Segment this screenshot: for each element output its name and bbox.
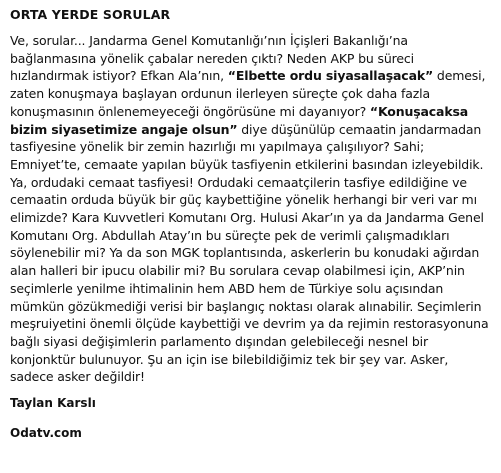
article-title: ORTA YERDE SORULAR (10, 7, 171, 22)
source-name: Odatv.com (10, 426, 82, 441)
body-text-segment: Ve, sorular... Jandarma Genel Komutanlığı’nın İçişleri Bakanlığı’na bağlanmasına yönelik çabalar nereden çıktı? Neden AKP bu süreci hızlandırmak istiyor? Efkan Ala’nın, (10, 33, 414, 84)
article-body (10, 32, 495, 386)
body-quote-bold: “Konuşacaksa bizim siyasetimize angaje olsun” (10, 103, 469, 137)
author-name: Taylan Karslı (10, 396, 96, 411)
body-text-segment: demesi, zaten konuşmaya başlayan ordunun ilerleyen süreçte çok daha fazla konuşmasının önlenemeyeceği öngörüsüne mi dayanıyor? (10, 68, 486, 119)
body-quote-bold: “Elbette ordu siyasallaşacak” (227, 68, 434, 84)
body-text-segment: diye düşünülüp cemaatin jandarmadan tasfiyesine yönelik bir zemin hazırlığı mı yapılmaya çalışılıyor? Sahi; Emniyet’te, cemaate yapılan büyük tasfiyenin etkilerini basından izleyebildik. Ya, ordudaki cemaat tasfiyesi! Ordudaki cemaatçilerin tasfiye edildiğine ve cemaatin orduda büyük bir güç kaybettiğine yönelik herhangi bir veri var mı elimizde? Kara Kuvvetleri Komutanı Org. Hulusi Akar’ın ya da Jandarma Genel Komutanı Org. Abdullah Atay’ın bu süreçte pek de verimli çalışmadıkları söylenebilir mi? Ya da son MGK toplantısında, askerlerin bu konudaki ağırdan alan halleri bir ipucu olabilir mi? Bu sorulara cevap olabilmesi için, AKP’nin seçimlerle yenilme ihtimalinin hem ABD hem de Türkiye solu açısından mümkün gözükmediği verisi bir başlangıç noktası olarak alınabilir. Seçimlerin meşruiyetini önemli ölçüde kaybettiği ve devrim ya da rejimin restorasyonuna bağlı siyasi değişimlerin parlamento dışından gelebileceği nesnel bir konjonktür bulunuyor. Şu an için ise bilebildiğimiz tek bir şey var. Asker, sadece asker değildir! (10, 121, 489, 385)
